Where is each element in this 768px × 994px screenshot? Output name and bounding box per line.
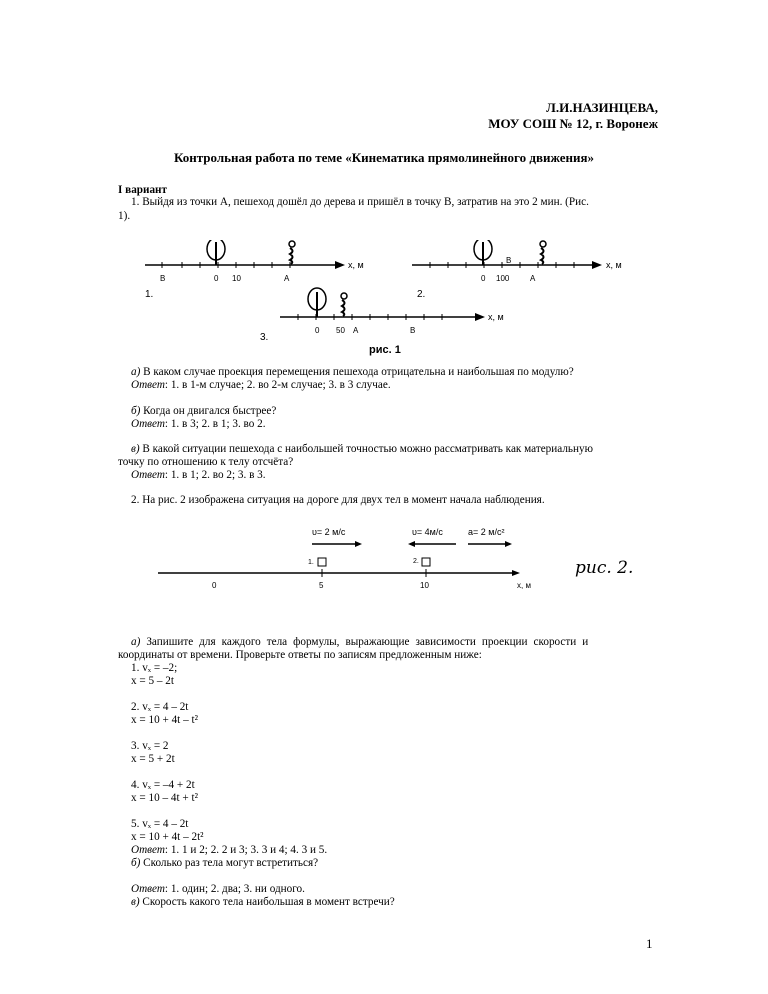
q2c-label: в) xyxy=(131,896,140,908)
q2b-label: б) xyxy=(131,857,141,869)
q1a-label: а) xyxy=(131,366,141,378)
page-title: Контрольная работа по теме «Кинематика прямолинейного движения» xyxy=(173,150,595,165)
answer-label: Ответ xyxy=(131,418,165,430)
option-2-coordinate: x = 10 + 4t – t² xyxy=(131,714,198,726)
option-1-coordinate: x = 5 – 2t xyxy=(131,675,174,687)
body-2-marker xyxy=(422,558,430,566)
q2a-text: Запишите для каждого тела формулы, выражающие зависимости проекции скорости и xyxy=(140,636,589,648)
q1c-question xyxy=(131,443,593,456)
tree-icon xyxy=(308,288,326,317)
q2c-question xyxy=(131,896,395,909)
tree-icon xyxy=(474,240,492,265)
pedestrian-icon xyxy=(289,241,295,264)
q1a-question xyxy=(131,366,574,379)
d1-label-b: B xyxy=(160,274,166,283)
q2b-text: Сколько раз тела могут встретиться? xyxy=(140,857,319,869)
option-1-velocity: 1. vₓ = –2; xyxy=(131,662,178,674)
body-2-label: 2. xyxy=(413,558,419,565)
answer-label: Ответ xyxy=(131,844,165,856)
d1-axis-label: x, м xyxy=(348,260,364,270)
q1c-answer xyxy=(131,469,266,482)
q2b-answer xyxy=(131,883,305,896)
q2a-answer xyxy=(131,844,327,857)
q2c-text: Скорость какого тела наибольшая в момент встречи? xyxy=(139,896,395,908)
figure-1 xyxy=(140,240,640,360)
d3-label-0: 0 xyxy=(315,326,320,335)
d2-axis-label: x, м xyxy=(606,260,622,270)
q1b-answer-text: : 1. в 3; 2. в 1; 3. во 2. xyxy=(164,418,266,430)
fig2-axis-label: x, м xyxy=(517,581,531,590)
option-2-velocity: 2. vₓ = 4 – 2t xyxy=(131,701,189,713)
q1b-text: Когда он двигался быстрее? xyxy=(140,405,277,417)
q1-text-cont: 1). xyxy=(118,210,131,222)
q1c-label: в) xyxy=(131,443,140,455)
option-5-coordinate: x = 10 + 4t – 2t² xyxy=(131,831,204,843)
q2a-answer-text: : 1. 1 и 2; 2. 2 и 3; 3. 3 и 4; 4. 3 и 5. xyxy=(164,844,328,856)
answer-label: Ответ xyxy=(131,883,165,895)
q2b-question xyxy=(131,857,318,870)
diagram-3 xyxy=(260,288,504,343)
q2a-question-cont: координаты от времени. Проверьте ответы по записям предложенным ниже: xyxy=(118,649,482,661)
option-5-velocity: 5. vₓ = 4 – 2t xyxy=(131,818,189,830)
diagram-2 xyxy=(412,240,622,300)
answer-label: Ответ xyxy=(131,469,165,481)
d3-label-50: 50 xyxy=(336,326,345,335)
q1c-question-cont: точку по отношению к телу отсчёта? xyxy=(118,456,294,468)
v2-label: υ= 4м/с xyxy=(412,527,443,537)
d1-number: 1. xyxy=(145,289,154,300)
d1-label-a: A xyxy=(284,274,290,283)
q1b-answer xyxy=(131,418,266,431)
q2-text: 2. На рис. 2 изображена ситуация на дороге для двух тел в момент начала наблюдения. xyxy=(131,494,545,506)
body-1-label: 1. xyxy=(308,559,314,566)
q1-text xyxy=(131,196,658,209)
q2a-question xyxy=(131,636,588,649)
q1-text-line1: 1. Выйдя из точки A, пешеход дошёл до дерева и пришёл в точку B, затратив на это 2 мин. (Рис. xyxy=(131,196,589,208)
option-3-velocity: 3. vₓ = 2 xyxy=(131,740,169,752)
figure-1-caption: рис. 1 xyxy=(369,344,401,356)
q1b-question xyxy=(131,405,276,418)
body-1-marker xyxy=(318,558,326,566)
d3-label-b: B xyxy=(410,326,416,335)
pedestrian-icon xyxy=(341,293,347,316)
q1a-text: В каком случае проекция перемещения пешехода отрицательна и наибольшая по модулю? xyxy=(140,366,574,378)
q1b-label: б) xyxy=(131,405,141,417)
d1-label-0: 0 xyxy=(214,274,219,283)
d3-number: 3. xyxy=(260,332,269,343)
option-3-coordinate: x = 5 + 2t xyxy=(131,753,175,765)
d3-axis-label: x, м xyxy=(488,312,504,322)
q1a-answer xyxy=(131,379,391,392)
q2b-answer-text: : 1. один; 2. два; 3. ни одного. xyxy=(164,883,305,895)
tree-icon xyxy=(207,240,225,265)
d2-number: 2. xyxy=(417,289,426,300)
diagram-1 xyxy=(145,240,364,300)
figure-2 xyxy=(150,515,650,600)
fig2-tick-0: 0 xyxy=(212,581,217,590)
variant-label: I вариант xyxy=(118,184,167,196)
q2a-label: а) xyxy=(131,636,141,648)
fig2-tick-5: 5 xyxy=(319,581,324,590)
pedestrian-icon xyxy=(540,241,546,264)
d1-label-10: 10 xyxy=(232,274,241,283)
d2-label-100: 100 xyxy=(496,274,510,283)
q1c-text: В какой ситуации пешехода с наибольшей точностью можно рассматривать как материальную xyxy=(139,443,593,455)
fig2-tick-10: 10 xyxy=(420,581,429,590)
d2-label-b: B xyxy=(506,256,512,265)
school-name: МОУ СОШ № 12, г. Воронеж xyxy=(488,116,658,131)
option-4-velocity: 4. vₓ = –4 + 2t xyxy=(131,779,195,791)
d2-label-a: A xyxy=(530,274,536,283)
q1c-answer-text: : 1. в 1; 2. во 2; 3. в 3. xyxy=(164,469,266,481)
d3-label-a: A xyxy=(353,326,359,335)
option-4-coordinate: x = 10 – 4t + t² xyxy=(131,792,198,804)
answer-label: Ответ xyxy=(131,379,165,391)
d2-label-0: 0 xyxy=(481,274,486,283)
q1a-answer-text: : 1. в 1-м случае; 2. во 2-м случае; 3. в 3 случае. xyxy=(164,379,391,391)
author-name: Л.И.НАЗИНЦЕВА, xyxy=(546,100,658,115)
figure-2-caption: рис. 2. xyxy=(575,558,634,578)
page-number: 1 xyxy=(646,936,653,951)
v1-label: υ= 2 м/с xyxy=(312,527,346,537)
a2-label: a= 2 м/с² xyxy=(468,527,505,537)
